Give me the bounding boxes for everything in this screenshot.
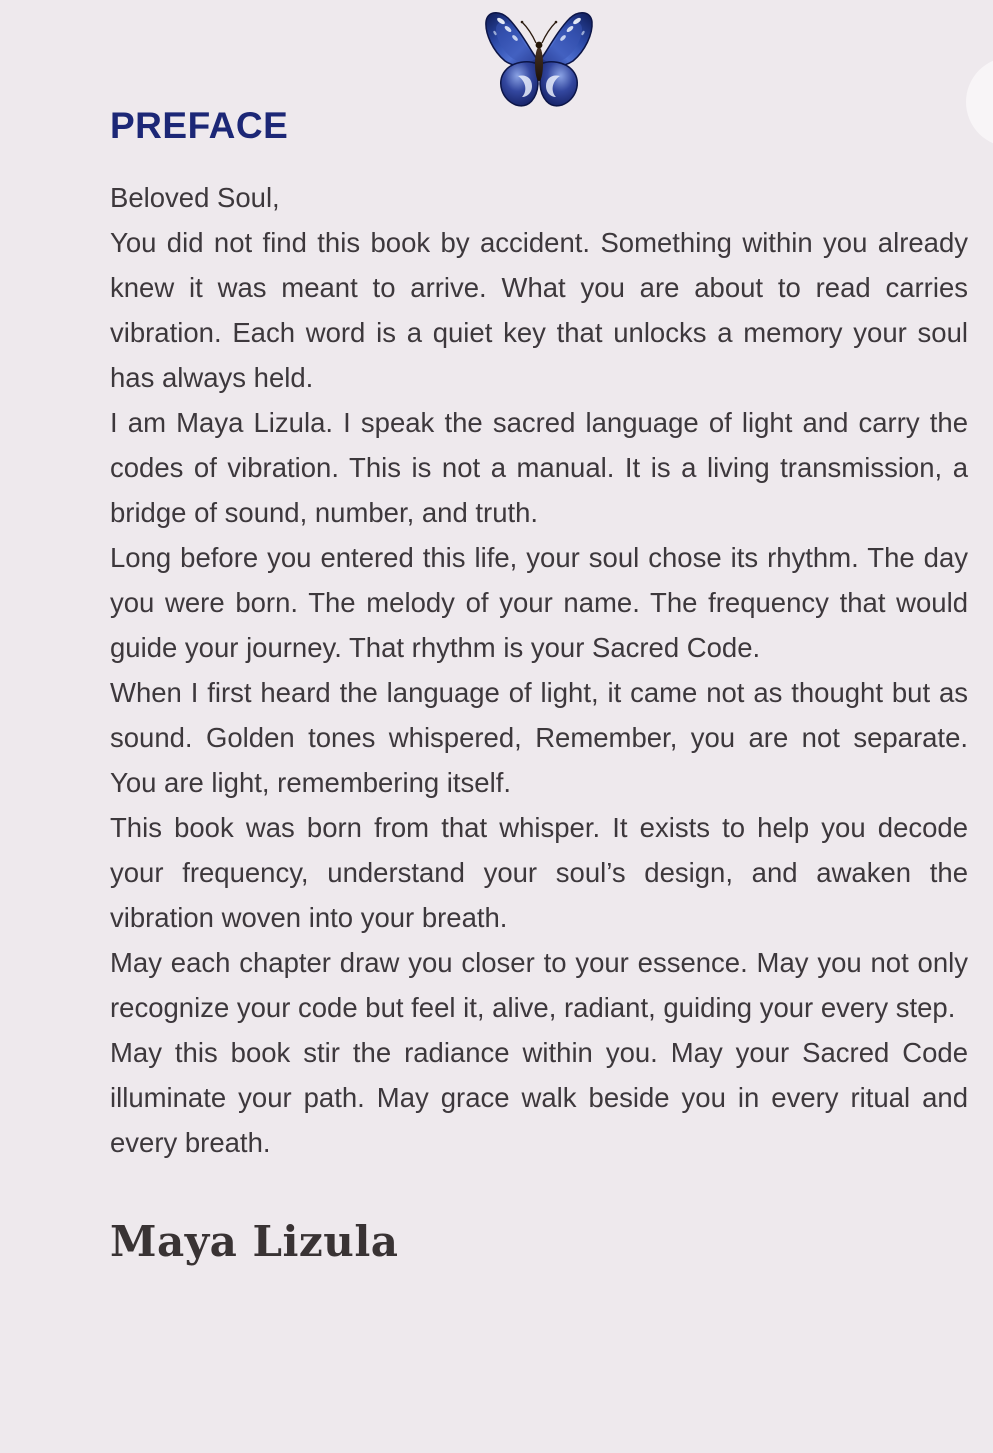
paragraph: When I first heard the language of light, it came not as thought but as sound. Golden tones whispered, Remember, you are not separate. You are light, remembering itself. xyxy=(110,677,968,798)
paragraph: May this book stir the radiance within you. May your Sacred Code illuminate your path. May grace walk beside you in every ritual and every breath. xyxy=(110,1037,968,1158)
salutation-text: Beloved Soul, xyxy=(110,182,280,213)
paragraph: I am Maya Lizula. I speak the sacred language of light and carry the codes of vibration. This is not a manual. It is a living transmission, a bridge of sound, number, and truth. xyxy=(110,407,968,528)
paragraph: Long before you entered this life, your soul chose its rhythm. The day you were born. The melody of your name. The frequency that would guide your journey. That rhythm is your Sacred Code. xyxy=(110,542,968,663)
author-signature: Maya Lizula xyxy=(110,1217,399,1266)
page-title: PREFACE xyxy=(110,105,289,146)
paragraph: May each chapter draw you closer to your essence. May you not only recognize your code but feel it, alive, radiant, guiding your every step. xyxy=(110,947,968,1023)
preface-paragraphs xyxy=(110,220,968,1165)
butterfly-icon xyxy=(478,6,600,110)
paragraph: This book was born from that whisper. It exists to help you decode your frequency, understand your soul’s design, and awaken the vibration woven into your breath. xyxy=(110,812,968,933)
paragraph: You did not find this book by accident. Something within you already knew it was meant to arrive. What you are about to read carries vibration. Each word is a quiet key that unlocks a memory your soul has always held. xyxy=(110,227,968,393)
page-curl-circle xyxy=(966,57,993,147)
preface-content xyxy=(110,105,968,1266)
